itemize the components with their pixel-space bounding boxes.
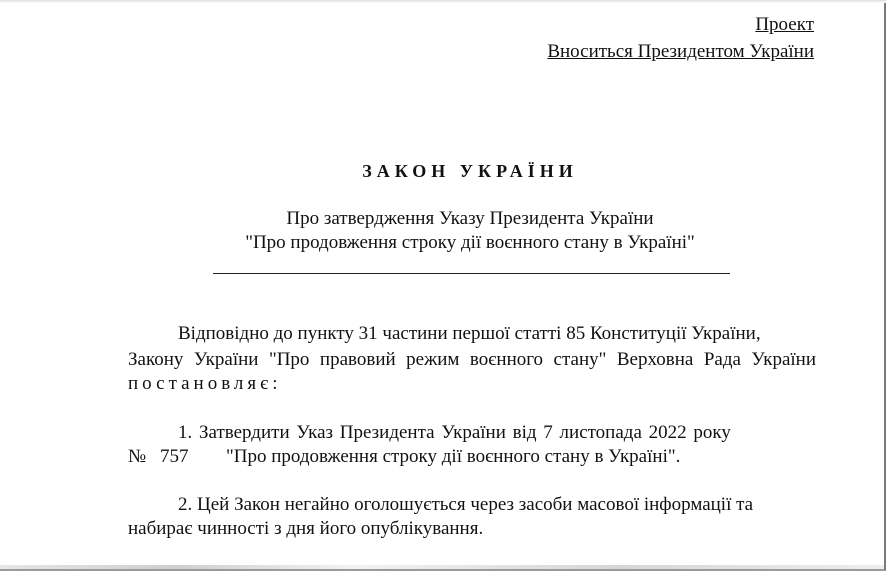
title-divider	[213, 273, 730, 274]
clause-1-decree-number: 757	[160, 446, 189, 467]
submitted-by-label: Вноситься Президентом України	[547, 41, 814, 62]
page-bottom-edge	[0, 565, 884, 569]
subtitle-line-2: "Про продовження строку дії воєнного стану в Україні"	[245, 232, 695, 253]
clause-1-line-2: "Про продовження строку дії воєнного стану в Україні".	[226, 446, 681, 467]
project-label: Проект	[755, 14, 814, 35]
page-top-edge	[0, 0, 886, 3]
clause-2-line-1: 2. Цей Закон негайно оголошується через засоби масової інформації та	[178, 494, 754, 515]
clause-1-line-1: 1. Затвердити Указ Президента України від 7 листопада 2022 року	[178, 422, 731, 443]
document-title: ЗАКОН УКРАЇНИ	[362, 161, 578, 181]
preamble-line-2: Закону України "Про правовий режим воєнного стану" Верховна Рада України	[128, 349, 816, 370]
subtitle-line-1: Про затвердження Указу Президента України	[286, 208, 654, 229]
preamble-line-1: Відповідно до пункту 31 частини першої статті 85 Конституції України,	[178, 323, 761, 344]
preamble-line-3: постановляє:	[128, 373, 282, 394]
clause-1-number-sign: №	[128, 446, 147, 467]
clause-2-line-2: набирає чинності з дня його опублікування.	[128, 518, 484, 539]
